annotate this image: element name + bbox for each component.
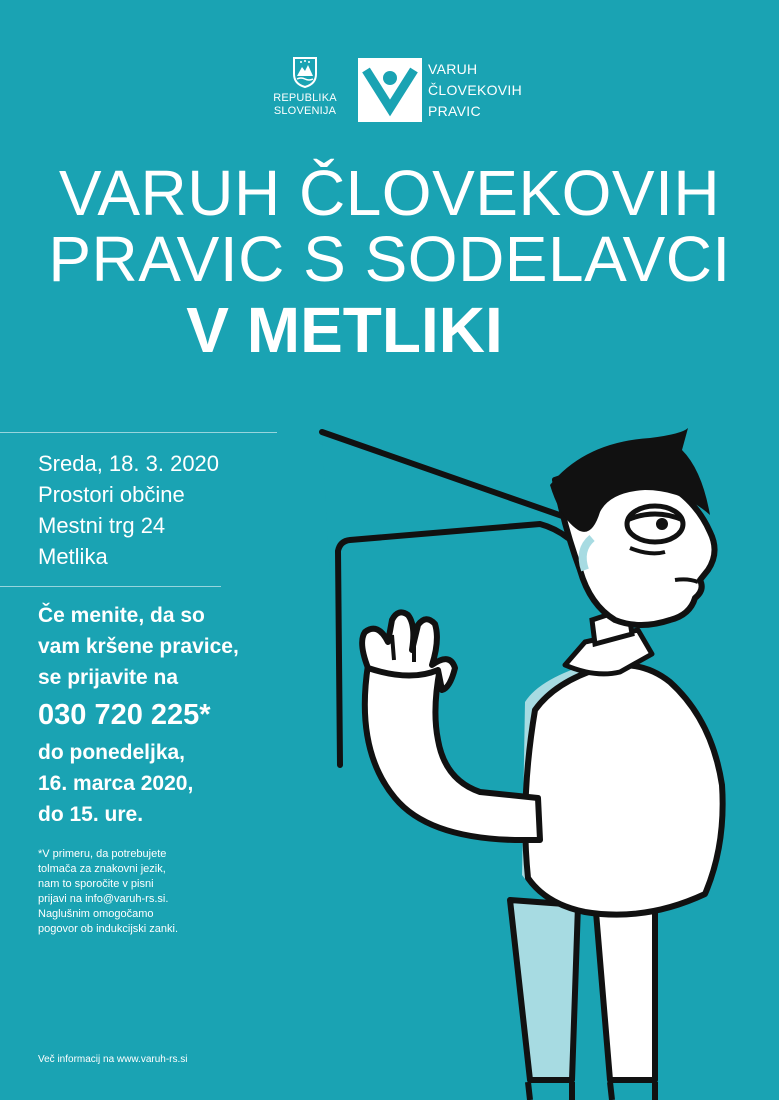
title-line1: VARUH ČLOVEKOVIH xyxy=(58,157,721,229)
page-title xyxy=(0,157,779,368)
title-line3: V METLIKI xyxy=(186,294,503,366)
call-line1: Če menite, da so xyxy=(38,604,205,627)
coat-of-arms-logo xyxy=(267,56,343,118)
call-line4: do ponedeljka, xyxy=(38,741,186,764)
varuh-label-line1: VARUH xyxy=(428,61,478,77)
phone-number: 030 720 225* xyxy=(38,699,211,731)
footnote xyxy=(38,847,238,937)
divider-bottom xyxy=(0,586,221,587)
call-line6: do 15. ure. xyxy=(38,803,144,826)
footer-link-text: Več informacij na www.varuh-rs.si xyxy=(38,1054,188,1065)
call-to-action xyxy=(38,600,239,830)
person-listening-illustration xyxy=(310,420,760,1100)
divider-top xyxy=(0,432,277,433)
coat-of-arms-icon xyxy=(292,56,318,88)
note-line2: tolmača za znakovni jezik, xyxy=(38,863,166,875)
call-line5: 16. marca 2020, xyxy=(38,772,194,795)
logo-bar xyxy=(0,56,779,126)
varuh-logo-text xyxy=(428,59,522,122)
note-line4: prijavi na info@varuh-rs.si. xyxy=(38,893,169,905)
note-line6: pogovor ob indukcijski zanki. xyxy=(38,923,179,935)
event-place: Prostori občine xyxy=(38,482,185,507)
event-address: Mestni trg 24 xyxy=(38,513,166,538)
event-date: Sreda, 18. 3. 2020 xyxy=(38,451,220,476)
varuh-logo-icon xyxy=(358,58,422,122)
note-line1: *V primeru, da potrebujete xyxy=(38,848,167,860)
call-line2: vam kršene pravice, xyxy=(38,635,239,658)
coat-label-line1: REPUBLIKA xyxy=(273,92,337,104)
coat-label-line2: SLOVENIJA xyxy=(273,105,337,117)
event-info xyxy=(38,448,219,572)
note-line5: Naglušnim omogočamo xyxy=(38,908,154,920)
varuh-label-line3: PRAVIC xyxy=(428,103,481,119)
varuh-label-line2: ČLOVEKOVIH xyxy=(428,82,523,98)
call-line3: se prijavite na xyxy=(38,666,179,689)
event-city: Metlika xyxy=(38,544,108,569)
title-line2: PRAVIC S SODELAVCI xyxy=(48,223,731,295)
note-line3: nam to sporočite v pisni xyxy=(38,878,154,890)
